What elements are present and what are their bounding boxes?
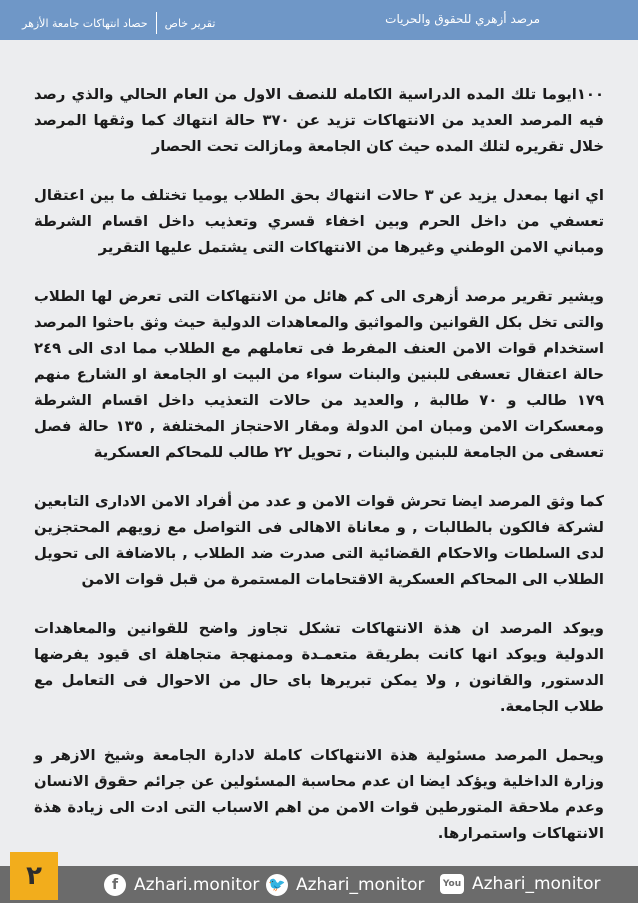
youtube-link[interactable] [440, 874, 600, 894]
paragraph-6: ويحمل المرصد مسئولية هذة الانتهاكات كاملة لادارة الجامعة وشيخ الازهر و وزارة الداخلية ويؤكد ايضا ان عدم محاسبة المسئولين عن جرائم حقوق الانسان وعدم ملاحقة المتورطين قوات الامن من اهم الاسباب التى ادت الى زيادة هذة الانتهاكات واستمرارها. [34, 747, 604, 842]
page-number-badge: ٢ [10, 852, 58, 900]
header-report-info [22, 12, 215, 34]
site-name: مرصد أزهري للحقوق والحريات [385, 12, 540, 26]
twitter-icon: 🐦 [266, 874, 288, 896]
report-header [0, 0, 638, 40]
youtube-icon: You [440, 874, 464, 894]
facebook-handle: Azhari.monitor [134, 875, 260, 895]
paragraph-1: ١٠٠ايوما تلك المده الدراسية الكامله للنصف الاول من العام الحالي والذي رصد فيه المرصد العديد من الانتهاكات تزيد عن ٣٧٠ حالة انتهاك كما وثقها المرصد خلال تقريره لتلك المده حيث كان الجامعة ومازالت تحت الحصار [34, 86, 604, 155]
paragraph-5: ويوكد المرصد ان هذة الانتهاكات تشكل تجاوز واضح للقوانين والمعاهدات الدولية ويوكد انها كانت بطريقة متعمـدة وممنهجة متجاهلة اى قيود يفرضها الدستور, والقانون , ولا يمكن تبريرها باى حال من الاحوال فى التعامل مع طلاب الجامعة. [34, 620, 604, 715]
twitter-link[interactable] [266, 874, 424, 896]
twitter-handle: Azhari_monitor [296, 875, 425, 895]
report-title: حصاد انتهاكات جامعة الأزهر [22, 16, 148, 30]
paragraph-4: كما وثق المرصد ايضا تحرش قوات الامن و عدد من أفراد الامن الادارى التابعين لشركة فالكون بالطالبات , و معاناة الاهالى فى التواصل مع زويهم المحتجزين لدى السلطات والاحكام القضائية التى صدرت ضد الطلاب , بالاضافة الى تحويل الطلاب الى المحاكم العسكرية الاقتحامات المستمرة من قبل قوات الامن [34, 493, 604, 588]
report-footer [0, 861, 638, 903]
facebook-icon: f [104, 874, 126, 896]
report-type: تقرير خاص [164, 16, 216, 30]
youtube-handle: Azhari_monitor [472, 874, 601, 894]
report-body [34, 82, 604, 870]
header-divider [156, 12, 157, 34]
paragraph-3: ويشير تقرير مرصد أزهرى الى كم هائل من الانتهاكات التى تعرض لها الطلاب والتى تخل بكل القوانين والمواثيق والمعاهدات الدولية حيث وثق باحثوا المرصد استخدام قوات الامن العنف المفرط فى تعاملهم مع الطلاب مما ادى الى ٢٤٩ حالة اعتقال تعسفى للبنين والبنات سواء من البيت او الجامعة او الشارع منهم ١٧٩ طالب و ٧٠ طالبة , والعديد من حالات التعذيب داخل اقسام الشرطة ومعسكرات الامن ومبان امن الدولة ومقار الاحتجاز المختلفة , ١٣٥ حالة فصل تعسفى من الجامعة للبنين والبنات , تحويل ٢٢ طالب للمحاكم العسكرية [34, 288, 605, 461]
facebook-link[interactable] [104, 874, 259, 896]
paragraph-2: اي انها بمعدل يزيد عن ٣ حالات انتهاك بحق الطلاب يوميا تختلف ما بين اعتقال تعسفي من داخل الحرم وبين اخفاء قسري وتعذيب داخل اقسام الشرطة ومباني الامن الوطني وغيرها من الانتهاكات التى يشتمل عليها التقرير [34, 187, 604, 256]
